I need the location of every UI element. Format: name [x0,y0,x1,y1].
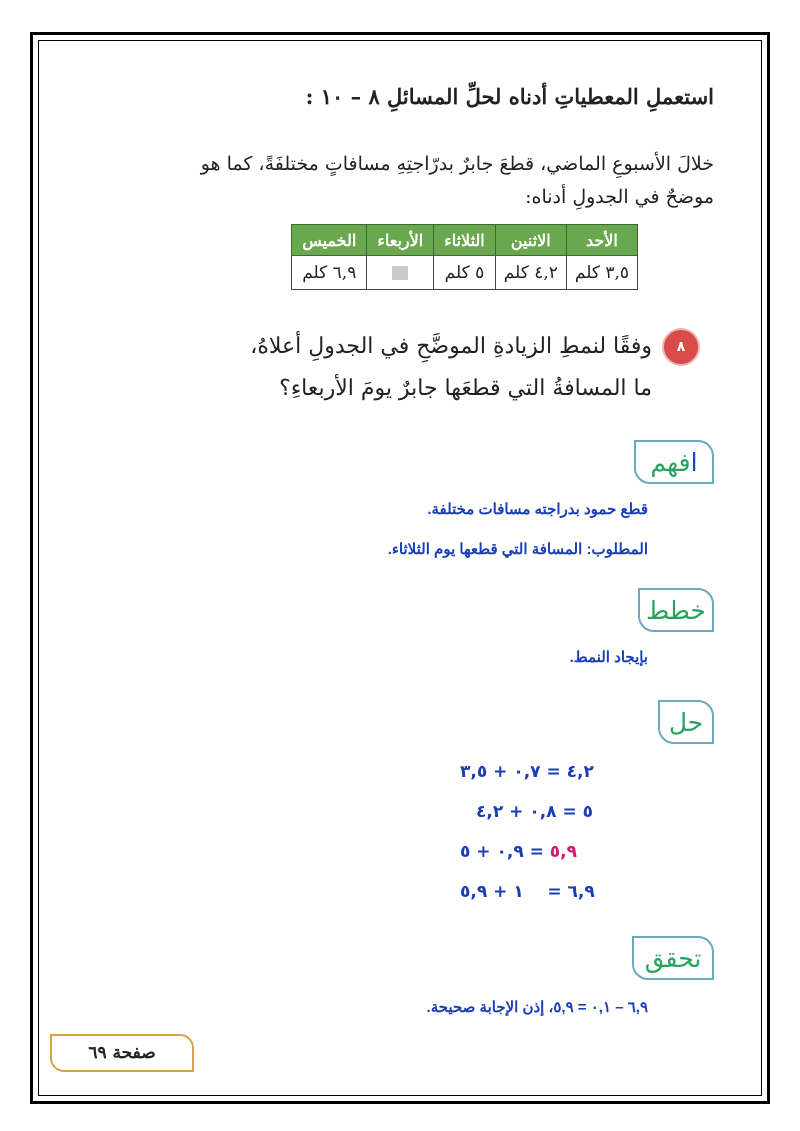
equation-3: ٥,٩ = ٠,٩ + ٥ [460,842,578,862]
check-label: تحقق [632,936,714,980]
instruction-heading: استعملِ المعطياتِ أدناه لحلِّ المسائلِ ٨ – ١٠ : [305,84,714,109]
understand-label [634,440,714,484]
equation-4: ٦,٩ = ١ + ٥,٩ [460,882,595,902]
equation-1-b: ٠,٧ [513,762,541,782]
value-tuesday: ٥ كلم [434,256,496,290]
missing-value-box [392,266,408,280]
check-line-1: ٦,٩ – ٠,١ = ٥,٩، إذن الإجابة صحيحة. [426,999,648,1016]
intro-paragraph [94,148,714,214]
equation-1: ٤,٢ = ٠,٧ + ٣,٥ [460,762,594,782]
equation-4-a: ٥,٩ [460,882,488,902]
header-wednesday: الأربعاء [367,225,434,256]
equation-4-result: ٦,٩ [567,882,595,902]
intro-line-1: خلالَ الأسبوعِ الماضي، قطعَ جابرٌ بدرّاجتِهِ مسافاتٍ مختلفَةً، كما هو [200,153,714,175]
question-number-badge: ٨ [664,330,698,364]
intro-line-2: موضحٌ في الجدولِ أدناه: [525,186,714,208]
equation-1-result: ٤,٢ [566,762,594,782]
value-thursday: ٦,٩ كلم [292,256,367,290]
equation-2-b: ٠,٨ [529,802,557,822]
value-wednesday [367,256,434,290]
understand-line-1: قطع حمود بدراجته مسافات مختلفة. [427,501,648,518]
value-monday: ٤,٢ كلم [495,256,566,290]
equation-2-result: ٥ [582,802,594,822]
question-line-1: وفقًا لنمطِ الزيادةِ الموضَّحِ في الجدولِ أعلاهُ، [250,334,652,359]
page-number: صفحة ٦٩ [50,1034,194,1072]
understand-label-first: ا [690,447,698,477]
distance-table [291,224,638,290]
equation-2: ٥ = ٠,٨ + ٤,٢ [476,802,594,822]
header-thursday: الخميس [292,225,367,256]
header-tuesday: الثلاثاء [434,225,496,256]
equation-3-b: ٠,٩ [496,842,524,862]
question-text [112,326,652,410]
plan-label: خطط [638,588,714,632]
equation-3-result: ٥,٩ [549,842,578,862]
table-header-row [292,225,638,256]
header-monday: الاثنين [495,225,566,256]
question-line-2: ما المسافةُ التي قطعَها جابرٌ يومَ الأربعاءِ؟ [279,376,652,401]
header-sunday: الأحد [566,225,637,256]
table-row [292,256,638,290]
understand-label-rest: فهم [650,447,691,477]
equation-2-a: ٤,٢ [476,802,504,822]
equation-1-a: ٣,٥ [460,762,488,782]
plan-line-1: بإيجاد النمط. [569,649,648,666]
understand-line-2: المطلوب: المسافة التي قطعها يوم الثلاثاء. [387,541,648,558]
value-sunday: ٣,٥ كلم [566,256,637,290]
equation-3-a: ٥ [460,842,471,862]
solve-label: حل [658,700,714,744]
equation-4-b: ١ [513,882,524,902]
